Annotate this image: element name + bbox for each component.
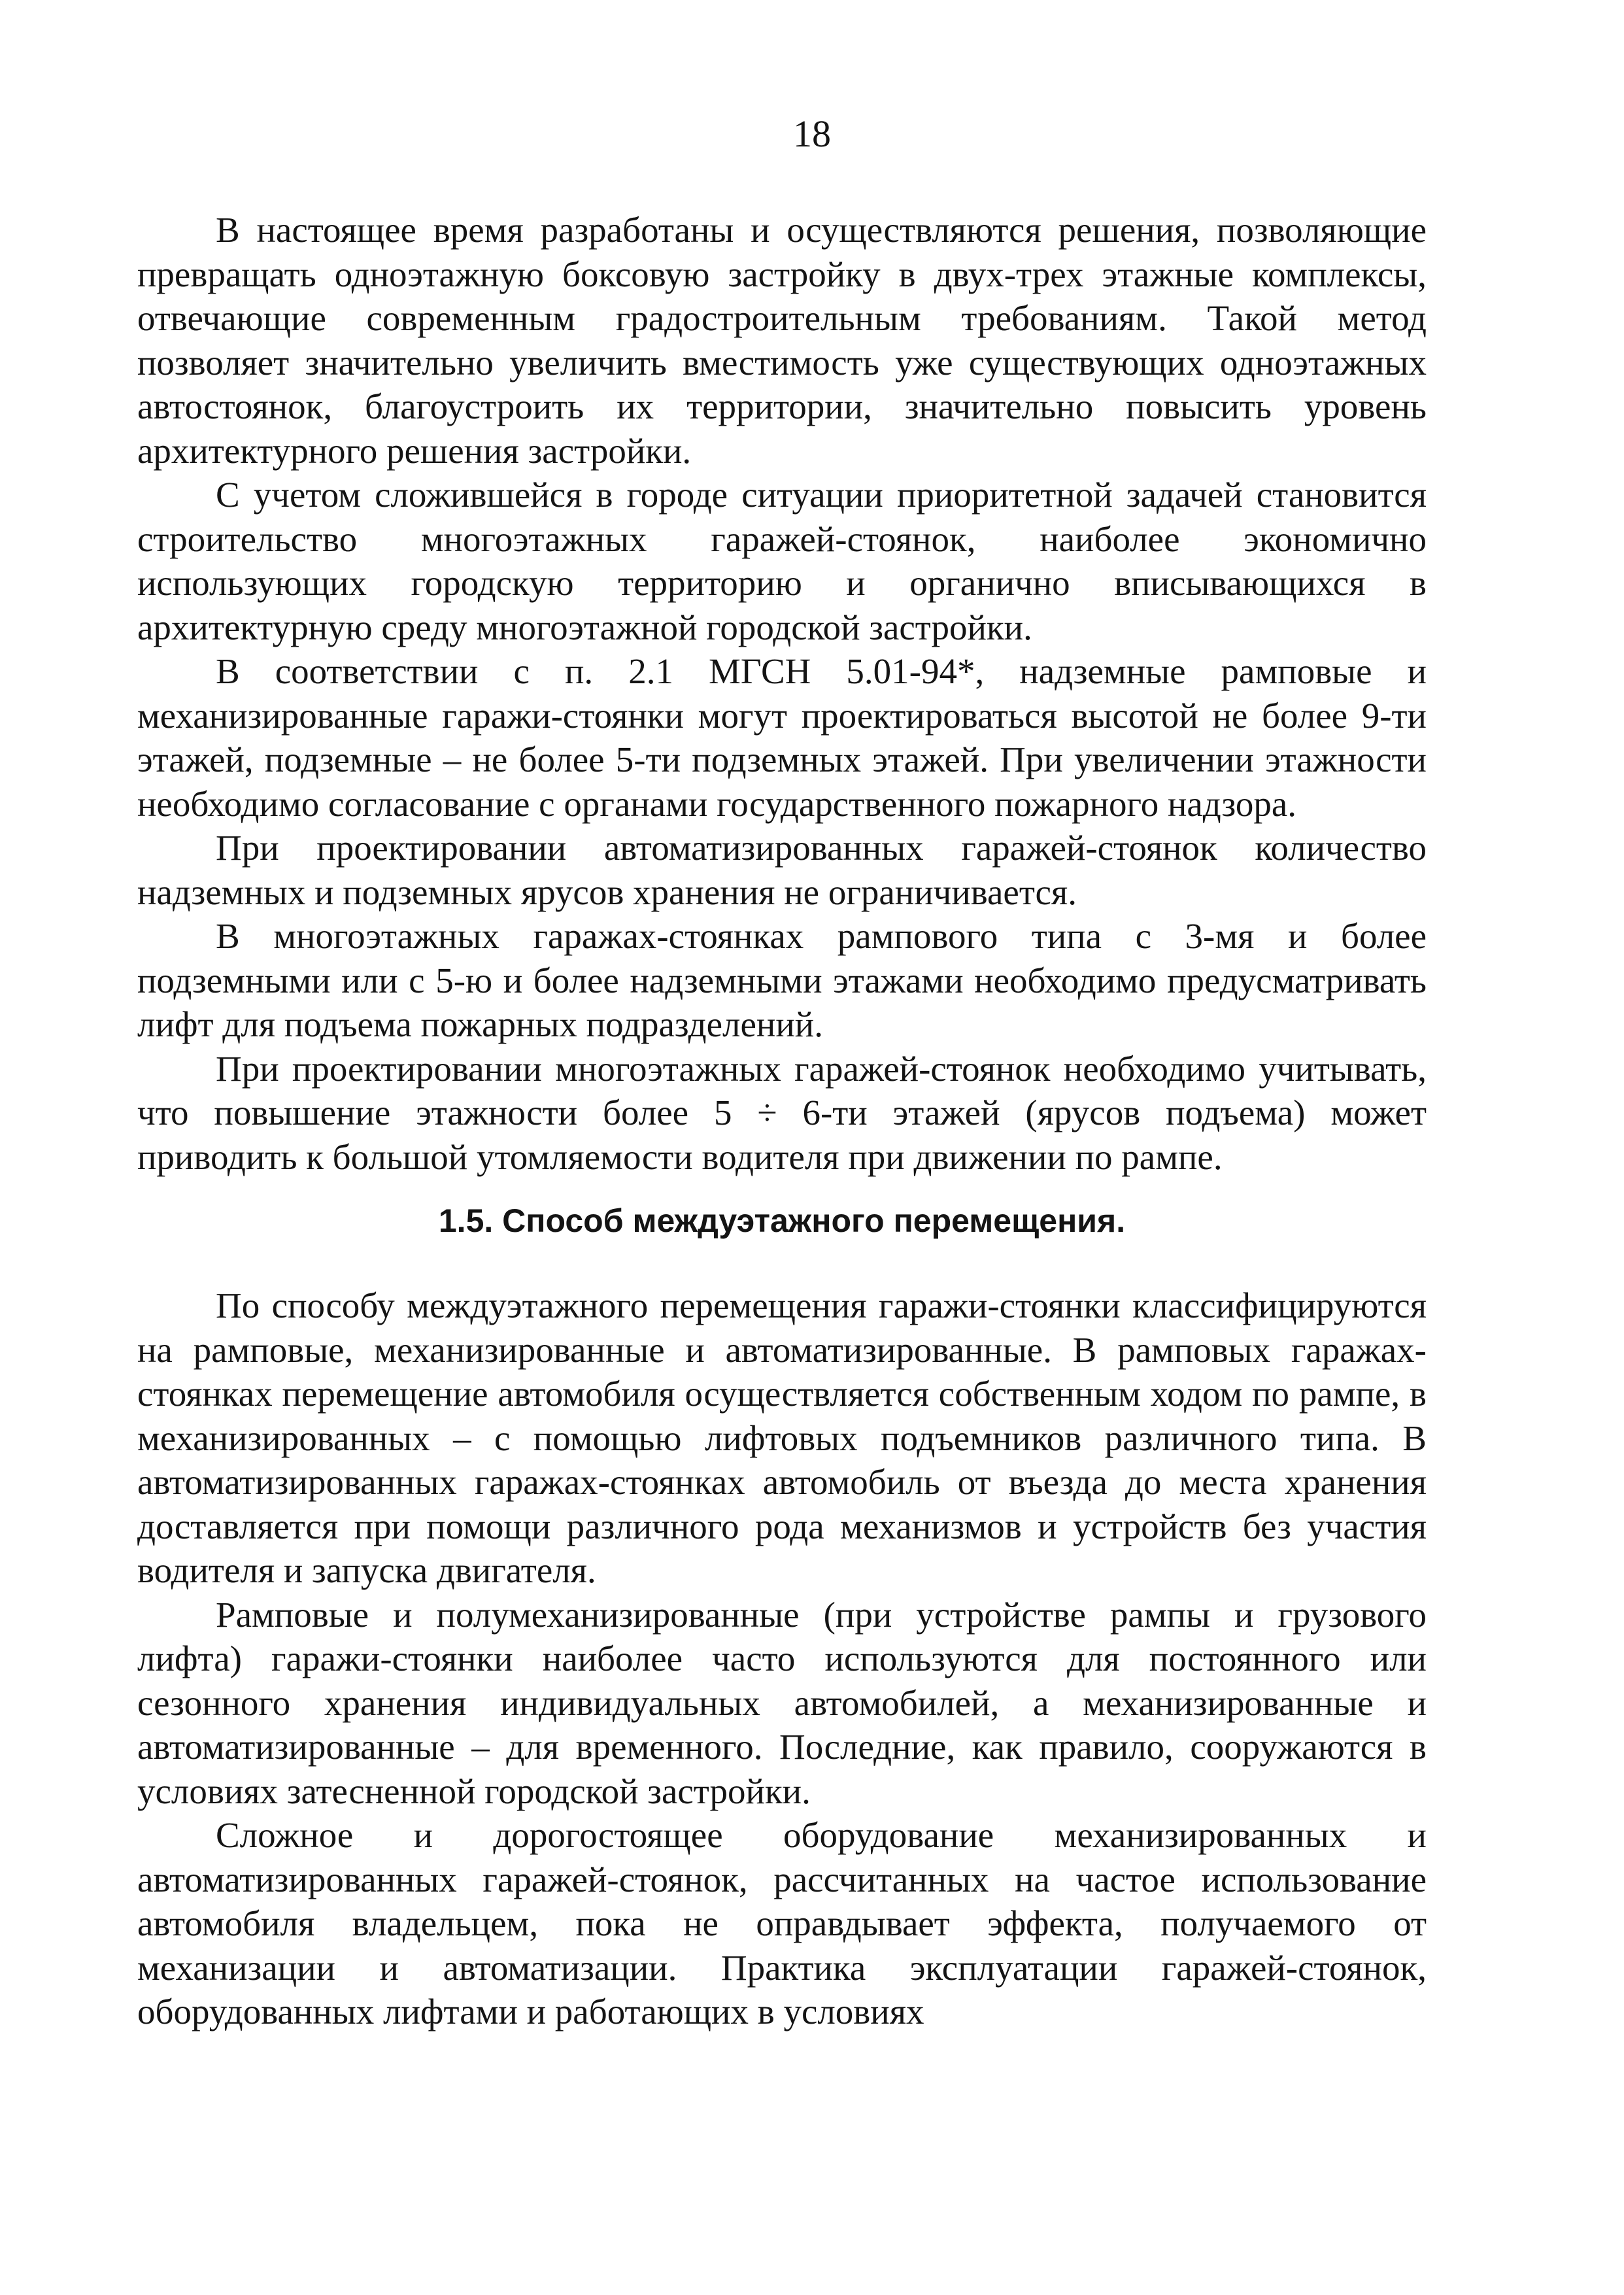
section-heading: 1.5. Способ междуэтажного перемещения. (438, 1202, 1126, 1239)
paragraph-8: Рамповые и полумеханизированные (при устройстве рампы и грузового лифта) гаражи-стоянки наиболее часто используются для постоянного или сезонного хранения индивидуальных автомобилей, а механизированные и автоматизированные – для временного. Последние, как правило, сооружаются в условиях затесненной городской застройки. (137, 1594, 1427, 1811)
paragraph-2: С учетом сложившейся в городе ситуации приоритетной задачей становится строительство многоэтажных гаражей-стоянок, наиболее экономично использующих городскую территорию и органично вписывающихся в архитектурную среду многоэтажной городской застройки. (137, 475, 1427, 647)
paragraph-6: При проектировании многоэтажных гаражей-стоянок необходимо учитывать, что повышение этажности более 5 ÷ 6-ти этажей (ярусов подъема) может приводить к большой утомляемости водителя при движении по рампе. (137, 1048, 1427, 1177)
paragraph-1: В настоящее время разработаны и осуществляются решения, позволяющие превращать одноэтажную боксовую застройку в двух-трех этажные комплексы, отвечающие современным градостроительным требованиям. Такой метод позволяет значительно увеличить вместимость уже существующих одноэтажных автостоянок, благоустроить их территории, значительно повысить уровень архитектурного решения застройки. (137, 210, 1427, 471)
paragraph-9: Сложное и дорогостоящее оборудование механизированных и автоматизированных гаражей-стоянок, рассчитанных на частое использование автомобиля владельцем, пока не оправдывает эффекта, получаемого от механизации и автоматизации. Практика эксплуатации гаражей-стоянок, оборудованных лифтами и работающих в условиях (137, 1815, 1427, 2032)
paragraph-3: В соответствии с п. 2.1 МГСН 5.01-94*, надземные рамповые и механизированные гаражи-стоянки могут проектироваться высотой не более 9-ти этажей, подземные – не более 5-ти подземных этажей. При увеличении этажности необходимо согласование с органами государственного пожарного надзора. (137, 651, 1427, 824)
paragraph-4: При проектировании автоматизированных гаражей-стоянок количество надземных и подземных ярусов хранения не ограничивается. (137, 828, 1427, 912)
paragraph-7: По способу междуэтажного перемещения гаражи-стоянки классифицируются на рамповые, механизированные и автоматизированные. В рамповых гаражах-стоянках перемещение автомобиля осуществляется собственным ходом по рампе, в механизированных – с помощью лифтовых подъемников различного типа. В автоматизированных гаражах-стоянках автомобиль от въезда до места хранения доставляется при помощи различного рода механизмов и устройств без участия водителя и запуска двигателя. (137, 1285, 1427, 1590)
paragraph-5: В многоэтажных гаражах-стоянках рампового типа с 3-мя и более подземными или с 5-ю и более надземными этажами необходимо предусматривать лифт для подъема пожарных подразделений. (137, 916, 1427, 1044)
body-text (137, 208, 1427, 2034)
page-number: 18 (793, 112, 831, 155)
